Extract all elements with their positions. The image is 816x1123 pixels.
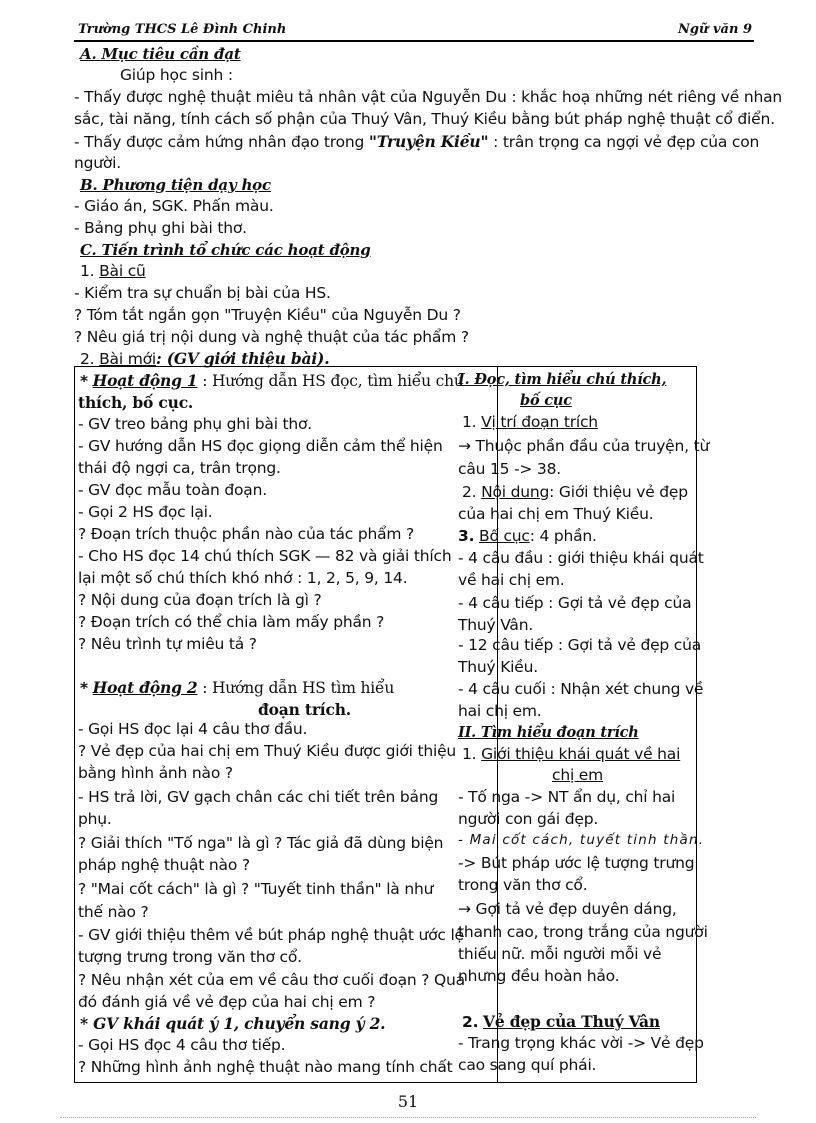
section-i-title: I. Đọc, tìm hiểu chú thích,: [458, 371, 667, 388]
left-line: - Cho HS đọc 14 chú thích SGK — 82 và giải thích: [78, 547, 452, 565]
right-line: Thuý Vân.: [458, 616, 534, 634]
right-heading: 1. Giới thiệu khái quát về hai: [462, 745, 681, 763]
right-line: → Thuộc phần đầu của truyện, từ: [458, 437, 710, 455]
gv-summary: * GV khái quát ý 1, chuyển sang ý 2.: [80, 1014, 386, 1033]
right-line: hai chị em.: [458, 702, 542, 720]
left-line: ? Nêu nhận xét của em về câu thơ cuối đoạn ? Qua: [78, 971, 465, 989]
right-heading-2: chị em: [552, 766, 604, 784]
right-line: về hai chị em.: [458, 571, 565, 589]
left-line: phụ.: [78, 810, 112, 828]
truyen-kieu-title: "Truyện Kiều": [368, 132, 489, 151]
subject-name: Ngữ văn 9: [678, 22, 752, 37]
right-line: - Trang trọng khác vời -> Vẻ đẹp: [458, 1034, 704, 1052]
left-line: thái độ ngợi ca, trân trọng.: [78, 459, 281, 477]
old-lesson-line: - Kiểm tra sự chuẩn bị bài của HS.: [74, 284, 331, 302]
section-b-line: - Giáo án, SGK. Phấn màu.: [74, 197, 274, 215]
left-line: ? Vẻ đẹp của hai chị em Thuý Kiều được giới thiệu: [78, 742, 457, 760]
right-line: cao sang quí phái.: [458, 1056, 597, 1074]
new-lesson-heading: 2. Bài mới: (GV giới thiệu bài).: [80, 349, 330, 368]
right-line: người con gái đẹp.: [458, 810, 599, 828]
left-line: - GV treo bảng phụ ghi bài thơ.: [78, 415, 313, 433]
right-line: → Gợi tả vẻ đẹp duyên dáng,: [458, 900, 677, 918]
left-line: lại một số chú thích khó nhớ : 1, 2, 5, 9, 14.: [78, 569, 408, 587]
activity-1-heading-2: thích, bố cục.: [78, 393, 194, 412]
right-line: thiếu nữ. mỗi người mỗi vẻ: [458, 945, 662, 963]
right-line: nhưng đều hoàn hảo.: [458, 967, 620, 985]
left-line: - GV hướng dẫn HS đọc giọng diễn cảm thể hiện: [78, 437, 443, 455]
right-line: - 4 câu đầu : giới thiệu khái quát: [458, 549, 704, 567]
right-line: câu 15 -> 38.: [458, 460, 561, 478]
left-line: ? Giải thích "Tố nga" là gì ? Tác giả đã dùng biện: [78, 834, 444, 852]
left-line: đó đánh giá về vẻ đẹp của hai chị em ?: [78, 993, 376, 1011]
page-number: 51: [397, 1092, 419, 1111]
section-ii-title: II. Tìm hiểu đoạn trích: [458, 724, 639, 741]
left-line: thế nào ?: [78, 903, 149, 921]
left-line: - GV giới thiệu thêm về bút pháp nghệ thuật ước lệ: [78, 926, 464, 944]
left-line: ? Nội dung của đoạn trích là gì ?: [78, 591, 322, 609]
left-line: - HS trả lời, GV gạch chân các chi tiết trên bảng: [78, 788, 439, 806]
section-a-intro: Giúp học sinh :: [120, 66, 233, 84]
right-heading: 2. Vẻ đẹp của Thuý Vân: [462, 1012, 660, 1031]
left-line: - Gọi 2 HS đọc lại.: [78, 503, 213, 521]
old-lesson-heading: 1. Bài cũ: [80, 262, 146, 280]
right-line: thanh cao, trong trắng của người: [458, 923, 708, 941]
section-a-line: - Thấy được cảm hứng nhân đạo trong "Truyện Kiều" : trân trọng ca ngợi vẻ đẹp của con: [74, 132, 760, 151]
right-heading: 2. Nội dung: Giới thiệu vẻ đẹp: [462, 483, 688, 501]
section-b-line: - Bảng phụ ghi bài thơ.: [74, 219, 247, 237]
right-line: - 4 câu cuối : Nhận xét chung về: [458, 680, 704, 698]
right-line: - Tố nga -> NT ẩn dụ, chỉ hai: [458, 788, 676, 806]
left-line: ? Những hình ảnh nghệ thuật nào mang tính chất: [78, 1058, 453, 1076]
activity-2-heading-2: đoạn trích.: [258, 700, 352, 719]
left-line: pháp nghệ thuật nào ?: [78, 856, 250, 874]
right-line: trong văn thơ cổ.: [458, 876, 588, 894]
left-line: - Gọi HS đọc 4 câu thơ tiếp.: [78, 1036, 286, 1054]
activity-2-heading: * Hoạt động 2 : Hướng dẫn HS tìm hiểu: [80, 678, 395, 697]
section-i-title-2: bố cục: [520, 392, 572, 409]
right-line: - 4 câu tiếp : Gợi tả vẻ đẹp của: [458, 594, 692, 612]
left-line: ? Đoạn trích có thể chia làm mấy phần ?: [78, 613, 385, 631]
left-line: ? Đoạn trích thuộc phần nào của tác phẩm ?: [78, 525, 415, 543]
left-line: - GV đọc mẫu toàn đoạn.: [78, 481, 267, 499]
right-line: - Mai cốt cách, tuyết tinh thần.: [458, 832, 705, 848]
left-line: ? "Mai cốt cách" là gì ? "Tuyết tinh thần" là như: [78, 880, 434, 898]
section-c-title: C. Tiến trình tổ chức các hoạt động: [80, 241, 371, 259]
right-heading: 1. Vị trí đoạn trích: [462, 413, 598, 431]
section-a-line: - Thấy được nghệ thuật miêu tả nhân vật của Nguyễn Du : khắc hoạ những nét riêng về nhan: [74, 88, 782, 106]
section-a-line: người.: [74, 154, 122, 172]
left-line: ? Nêu trình tự miêu tả ?: [78, 635, 257, 653]
left-line: bằng hình ảnh nào ?: [78, 764, 233, 782]
school-name: Trường THCS Lê Đình Chinh: [78, 22, 287, 37]
activity-1-heading: * Hoạt động 1 : Hướng dẫn HS đọc, tìm hiểu chú: [80, 371, 464, 390]
section-a-title: A. Mục tiêu cần đạt: [80, 45, 241, 63]
right-heading: 3. Bố cục: 4 phần.: [458, 527, 597, 545]
right-line: của hai chị em Thuý Kiều.: [458, 505, 654, 523]
section-b-title: B. Phương tiện dạy học: [80, 176, 271, 194]
old-lesson-line: ? Nêu giá trị nội dung và nghệ thuật của tác phẩm ?: [74, 328, 469, 346]
right-line: -> Bút pháp ước lệ tượng trưng: [458, 854, 695, 872]
right-line: - 12 câu tiếp : Gợi tả vẻ đẹp của: [458, 636, 702, 654]
right-line: Thuý Kiều.: [458, 658, 538, 676]
page-header: [74, 22, 754, 42]
section-a-line: sắc, tài năng, tính cách số phận của Thuý Vân, Thuý Kiều bằng bút pháp nghệ thuật cổ điển.: [74, 110, 775, 128]
left-line: - Gọi HS đọc lại 4 câu thơ đầu.: [78, 720, 308, 738]
old-lesson-line: ? Tóm tắt ngắn gọn "Truyện Kiều" của Nguyễn Du ?: [74, 306, 461, 324]
left-line: tượng trưng trong văn thơ cổ.: [78, 948, 302, 966]
footer-divider: [60, 1117, 756, 1118]
